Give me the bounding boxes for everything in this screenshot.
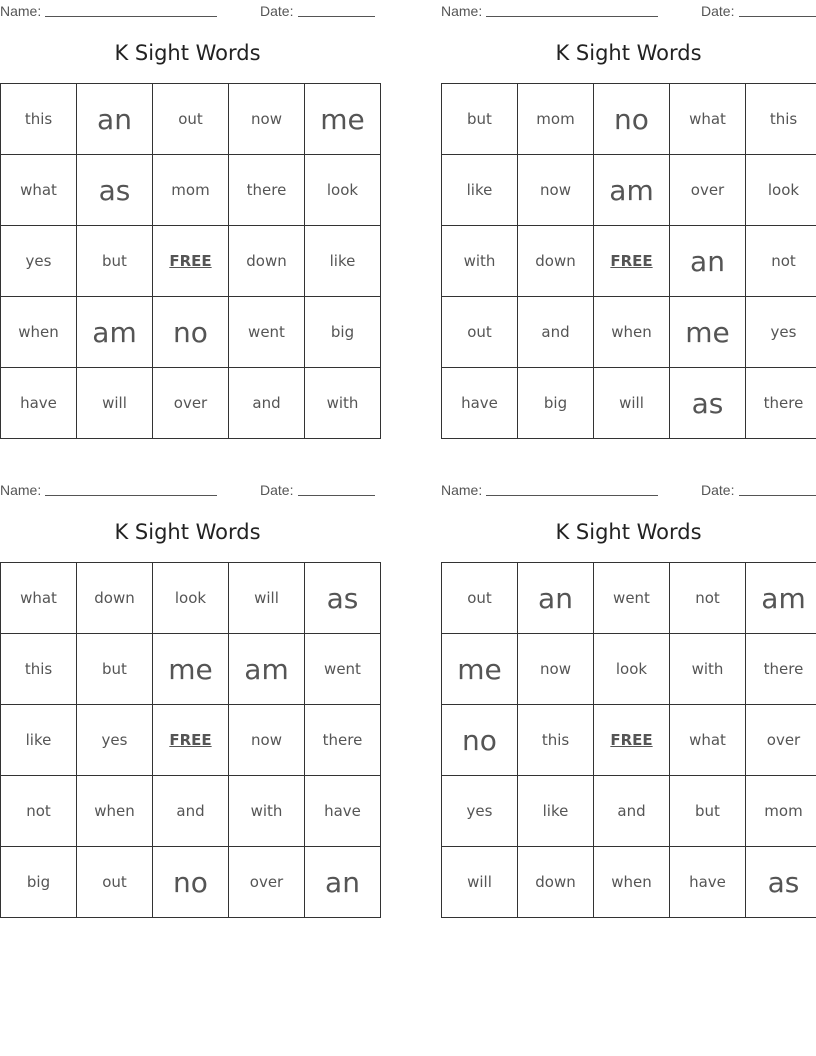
word-cell: this: [518, 705, 594, 776]
word-cell: as: [746, 847, 816, 918]
word-cell: there: [305, 705, 381, 776]
name-blank-line: [45, 16, 217, 17]
word-cell: and: [594, 776, 670, 847]
card-title: K Sight Words: [555, 520, 702, 544]
date-label: Date:: [701, 3, 735, 19]
card-title: K Sight Words: [114, 520, 261, 544]
bingo-row: [1, 847, 381, 918]
word-cell: and: [518, 297, 594, 368]
word-cell: will: [229, 563, 305, 634]
word-cell: as: [77, 155, 153, 226]
word-cell: have: [670, 847, 746, 918]
word-cell: like: [442, 155, 518, 226]
word-cell: this: [1, 634, 77, 705]
word-cell: mom: [153, 155, 229, 226]
free-space-cell: FREE: [153, 705, 229, 776]
word-cell: yes: [746, 297, 816, 368]
bingo-row: [442, 634, 816, 705]
bingo-row: [1, 776, 381, 847]
free-space-cell: FREE: [153, 226, 229, 297]
word-cell: now: [229, 705, 305, 776]
date-blank-line: [298, 16, 375, 17]
date-blank-line: [739, 495, 816, 496]
word-cell: when: [77, 776, 153, 847]
word-cell: out: [442, 563, 518, 634]
word-cell: out: [153, 84, 229, 155]
bingo-row: [442, 847, 816, 918]
word-cell: but: [670, 776, 746, 847]
word-cell: out: [442, 297, 518, 368]
word-cell: big: [305, 297, 381, 368]
card-title: K Sight Words: [555, 41, 702, 65]
card-title: K Sight Words: [114, 41, 261, 65]
word-cell: and: [229, 368, 305, 439]
name-label: Name:: [441, 3, 483, 19]
word-cell: but: [77, 634, 153, 705]
word-cell: yes: [442, 776, 518, 847]
word-cell: not: [670, 563, 746, 634]
bingo-row: [442, 705, 816, 776]
word-cell: down: [229, 226, 305, 297]
bingo-row: [1, 705, 381, 776]
word-cell: big: [518, 368, 594, 439]
word-cell: not: [746, 226, 816, 297]
bingo-row: [442, 297, 816, 368]
bingo-row: [1, 368, 381, 439]
word-cell: what: [670, 705, 746, 776]
word-cell: like: [305, 226, 381, 297]
word-cell: when: [594, 297, 670, 368]
word-cell: but: [442, 84, 518, 155]
bingo-card: [0, 479, 375, 913]
bingo-row: [1, 297, 381, 368]
name-label: Name:: [0, 3, 42, 19]
bingo-card: [0, 0, 375, 434]
word-cell: me: [670, 297, 746, 368]
word-cell: will: [77, 368, 153, 439]
word-cell: have: [1, 368, 77, 439]
word-cell: am: [746, 563, 816, 634]
word-cell: an: [670, 226, 746, 297]
bingo-row: [442, 368, 816, 439]
name-label: Name:: [441, 482, 483, 498]
word-cell: no: [442, 705, 518, 776]
word-cell: now: [518, 155, 594, 226]
word-cell: there: [746, 368, 816, 439]
word-cell: me: [305, 84, 381, 155]
word-cell: now: [229, 84, 305, 155]
word-cell: over: [746, 705, 816, 776]
bingo-grid: [441, 83, 816, 439]
word-cell: with: [229, 776, 305, 847]
date-blank-line: [739, 16, 816, 17]
word-cell: have: [305, 776, 381, 847]
word-cell: no: [153, 297, 229, 368]
date-label: Date:: [260, 482, 294, 498]
word-cell: with: [670, 634, 746, 705]
word-cell: an: [518, 563, 594, 634]
bingo-row: [442, 226, 816, 297]
word-cell: went: [229, 297, 305, 368]
date-label: Date:: [701, 482, 735, 498]
word-cell: am: [77, 297, 153, 368]
bingo-row: [1, 155, 381, 226]
name-label: Name:: [0, 482, 42, 498]
word-cell: over: [229, 847, 305, 918]
word-cell: as: [305, 563, 381, 634]
word-cell: not: [1, 776, 77, 847]
word-cell: am: [594, 155, 670, 226]
word-cell: like: [518, 776, 594, 847]
word-cell: out: [77, 847, 153, 918]
word-cell: when: [594, 847, 670, 918]
word-cell: look: [153, 563, 229, 634]
bingo-row: [1, 634, 381, 705]
word-cell: am: [229, 634, 305, 705]
word-cell: as: [670, 368, 746, 439]
word-cell: me: [153, 634, 229, 705]
free-space-cell: FREE: [594, 226, 670, 297]
word-cell: like: [1, 705, 77, 776]
word-cell: and: [153, 776, 229, 847]
word-cell: yes: [77, 705, 153, 776]
word-cell: no: [153, 847, 229, 918]
word-cell: what: [1, 563, 77, 634]
date-blank-line: [298, 495, 375, 496]
word-cell: there: [229, 155, 305, 226]
bingo-card: [441, 479, 816, 913]
word-cell: mom: [746, 776, 816, 847]
word-cell: look: [746, 155, 816, 226]
free-space-cell: FREE: [594, 705, 670, 776]
word-cell: me: [442, 634, 518, 705]
word-cell: this: [746, 84, 816, 155]
word-cell: down: [518, 847, 594, 918]
bingo-row: [442, 84, 816, 155]
word-cell: with: [442, 226, 518, 297]
word-cell: will: [442, 847, 518, 918]
word-cell: went: [305, 634, 381, 705]
word-cell: but: [77, 226, 153, 297]
bingo-grid: [441, 562, 816, 918]
bingo-row: [1, 563, 381, 634]
word-cell: now: [518, 634, 594, 705]
word-cell: yes: [1, 226, 77, 297]
word-cell: with: [305, 368, 381, 439]
name-blank-line: [486, 495, 658, 496]
date-label: Date:: [260, 3, 294, 19]
word-cell: no: [594, 84, 670, 155]
word-cell: over: [670, 155, 746, 226]
word-cell: an: [305, 847, 381, 918]
bingo-row: [442, 776, 816, 847]
bingo-card: [441, 0, 816, 434]
bingo-grid: [0, 562, 381, 918]
word-cell: big: [1, 847, 77, 918]
word-cell: look: [594, 634, 670, 705]
word-cell: this: [1, 84, 77, 155]
word-cell: there: [746, 634, 816, 705]
bingo-grid: [0, 83, 381, 439]
bingo-row: [1, 226, 381, 297]
bingo-row: [442, 563, 816, 634]
word-cell: have: [442, 368, 518, 439]
word-cell: over: [153, 368, 229, 439]
word-cell: look: [305, 155, 381, 226]
bingo-row: [1, 84, 381, 155]
word-cell: down: [518, 226, 594, 297]
word-cell: what: [1, 155, 77, 226]
word-cell: will: [594, 368, 670, 439]
name-blank-line: [45, 495, 217, 496]
name-blank-line: [486, 16, 658, 17]
word-cell: went: [594, 563, 670, 634]
word-cell: mom: [518, 84, 594, 155]
word-cell: what: [670, 84, 746, 155]
word-cell: down: [77, 563, 153, 634]
bingo-row: [442, 155, 816, 226]
word-cell: an: [77, 84, 153, 155]
word-cell: when: [1, 297, 77, 368]
